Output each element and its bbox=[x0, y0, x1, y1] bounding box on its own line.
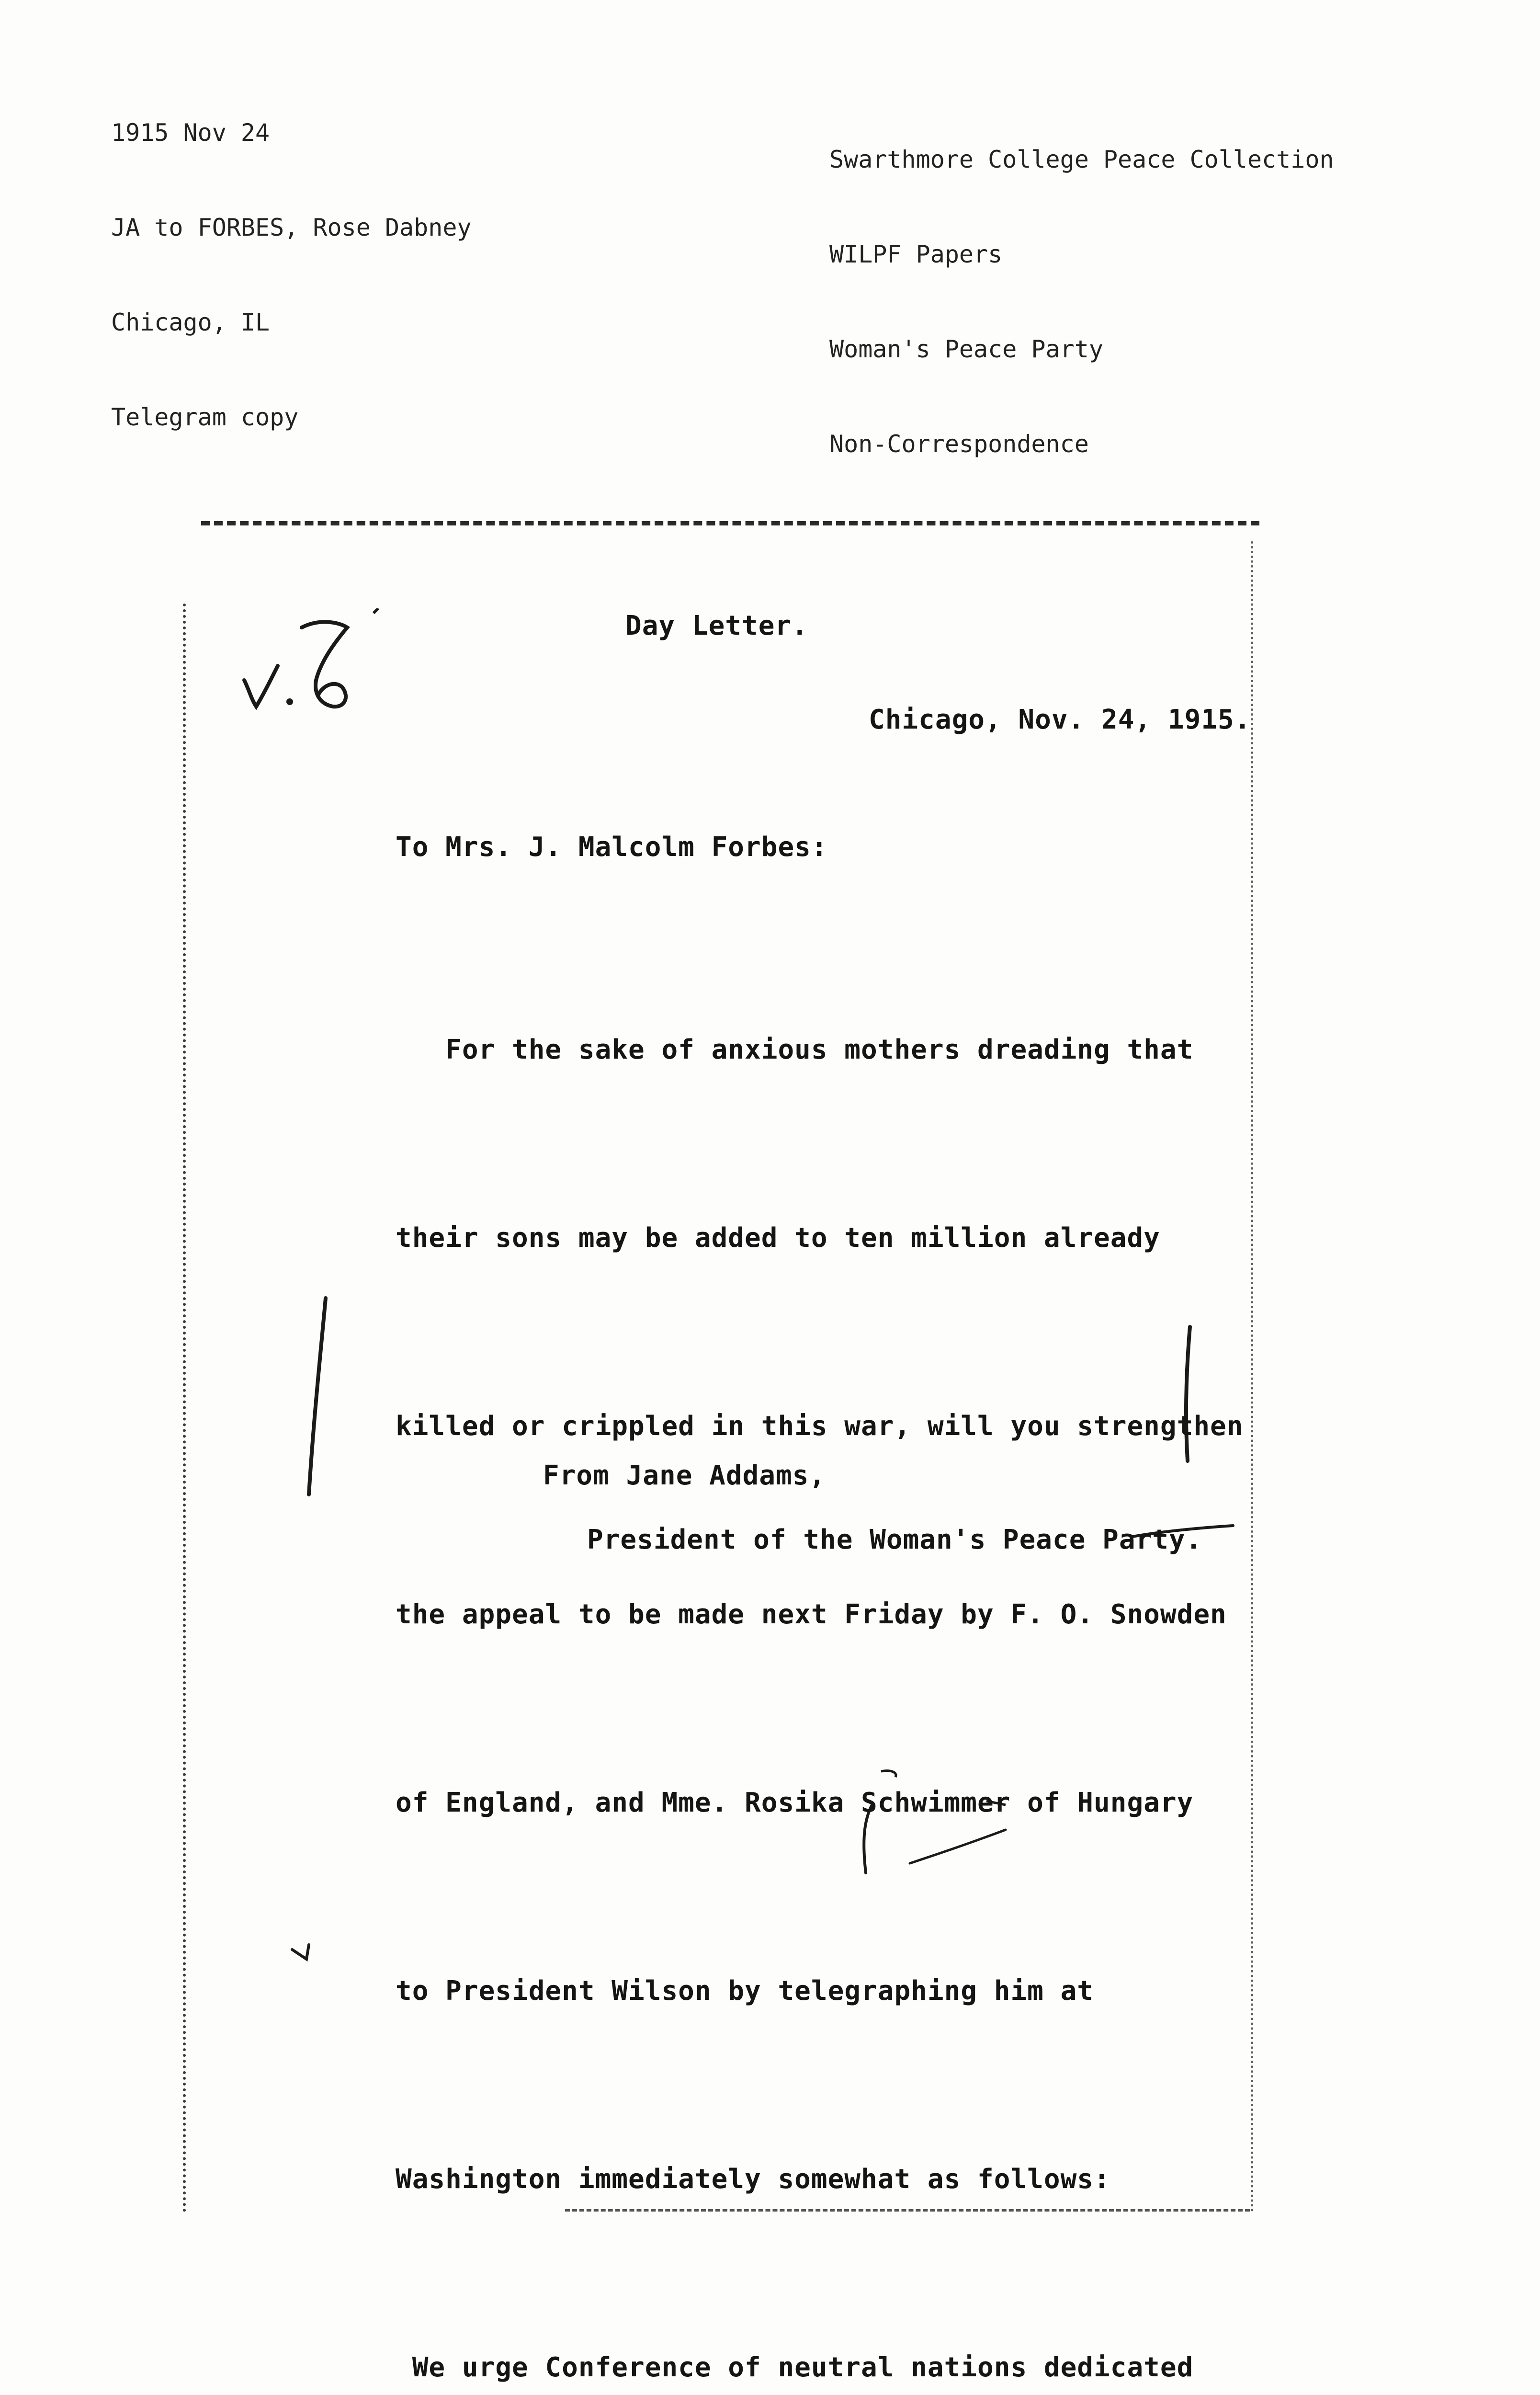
body-line: Washington immediately somewhat as follows: bbox=[396, 2164, 1110, 2195]
body-line: their sons may be added to ten million already bbox=[396, 1222, 1160, 1254]
catalogue-type: Telegram copy bbox=[111, 403, 299, 431]
closing-signature: From Jane Addams, bbox=[543, 1460, 826, 1491]
body-line: the appeal to be made next Friday by F. O. Snowden bbox=[396, 1599, 1227, 1630]
handwritten-left-bracket bbox=[302, 1293, 330, 1504]
handwritten-check-mark bbox=[287, 1940, 326, 1978]
body-line: We urge Conference of neutral nations dedicated bbox=[396, 2352, 1194, 2383]
catalogue-date: 1915 Nov 24 bbox=[111, 119, 270, 147]
form-left-border bbox=[183, 604, 186, 2213]
collection-category: Non-Correspondence bbox=[829, 430, 1089, 458]
letter-heading: Day Letter. bbox=[625, 610, 808, 641]
body-line: killed or crippled in this war, will you strengthen bbox=[396, 1411, 1244, 1442]
form-right-border bbox=[1251, 541, 1253, 2213]
collection-name: Swarthmore College Peace Collection bbox=[829, 146, 1334, 173]
collection-reference bbox=[829, 80, 1334, 523]
collection-subseries: Woman's Peace Party bbox=[829, 335, 1103, 363]
catalogue-correspondents: JA to FORBES, Rose Dabney bbox=[111, 214, 472, 241]
letter-salutation: To Mrs. J. Malcolm Forbes: bbox=[396, 832, 828, 863]
closing-title: President of the Woman's Peace Party. bbox=[587, 1524, 1202, 1555]
body-line: For the sake of anxious mothers dreading that bbox=[396, 1034, 1194, 1065]
handwritten-v7-mark bbox=[230, 608, 383, 723]
catalogue-place: Chicago, IL bbox=[111, 308, 270, 336]
letter-body bbox=[396, 893, 1243, 2395]
body-line: to President Wilson by telegraphing him at bbox=[396, 1975, 1094, 2007]
letter-date: Chicago, Nov. 24, 1915. bbox=[869, 704, 1251, 735]
form-top-border bbox=[201, 521, 1259, 525]
body-line: of England, and Mme. Rosika Schwimmer of Hungary bbox=[396, 1787, 1194, 1818]
collection-series: WILPF Papers bbox=[829, 240, 1003, 268]
catalogue-reference bbox=[111, 54, 472, 496]
